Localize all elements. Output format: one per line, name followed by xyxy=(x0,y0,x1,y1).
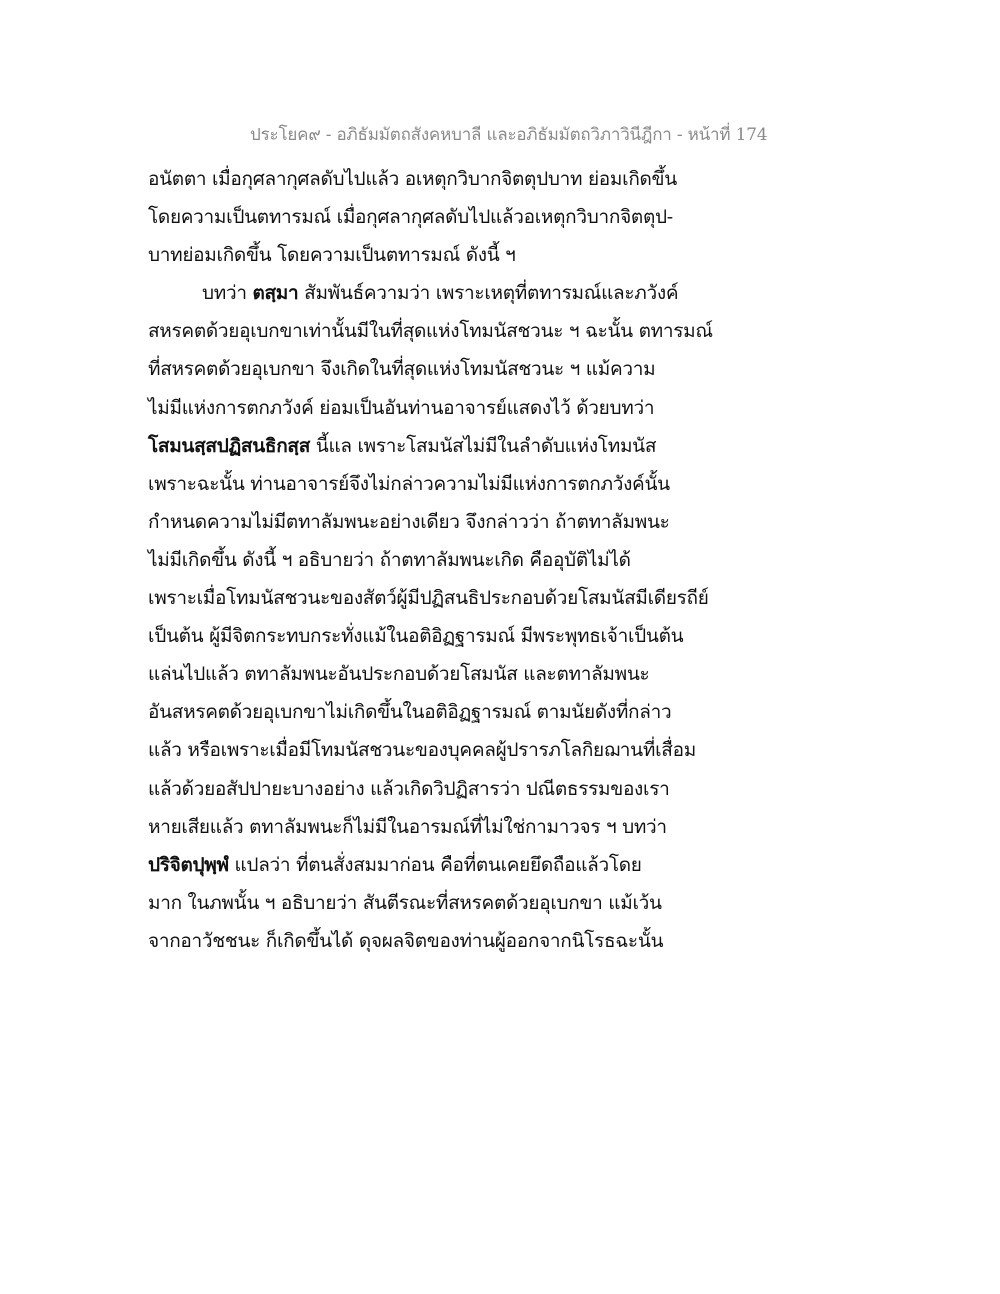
text-line xyxy=(148,274,748,312)
text-segment: สหรคตด้วยอุเบกขาเท่านั้นมีในที่สุดแห่งโทมนัสชวนะ ฯ ฉะนั้น ตทารมณ์ xyxy=(148,320,713,343)
text-segment: จากอาวัชชนะ ก็เกิดขึ้นได้ ดุจผลจิตของท่านผู้ออกจากนิโรธฉะนั้น xyxy=(148,929,664,952)
bold-term: ตสฺมา xyxy=(252,282,299,305)
text-segment: แล่นไปแล้ว ตทาลัมพนะอันประกอบด้วยโสมนัส และตทาลัมพนะ xyxy=(148,663,650,686)
text-line xyxy=(148,236,748,274)
text-line xyxy=(148,846,748,884)
text-segment: ไม่มีแห่งการตกภวังค์ ย่อมเป็นอันท่านอาจารย์แสดงไว้ ด้วยบทว่า xyxy=(148,396,655,419)
text-line xyxy=(148,312,748,350)
text-line xyxy=(148,350,748,388)
text-line xyxy=(148,617,748,655)
text-segment: บทว่า xyxy=(202,282,253,305)
text-segment: เพราะฉะนั้น ท่านอาจารย์จึงไม่กล่าวความไม่มีแห่งการตกภวังค์นั้น xyxy=(148,472,670,495)
text-segment: เป็นต้น ผู้มีจิตกระทบกระทั่งแม้ในอติอิฏฐารมณ์ มีพระพุทธเจ้าเป็นต้น xyxy=(148,625,684,648)
text-line xyxy=(148,541,748,579)
text-line xyxy=(148,693,748,731)
text-line xyxy=(148,465,748,503)
text-segment: บาทย่อมเกิดขึ้น โดยความเป็นตทารมณ์ ดังนี้ ฯ xyxy=(148,244,516,267)
text-segment: หายเสียแล้ว ตทาลัมพนะก็ไม่มีในอารมณ์ที่ไม่ใช่กามาวจร ฯ บทว่า xyxy=(148,815,667,838)
text-line xyxy=(148,198,748,236)
text-segment: ที่สหรคตด้วยอุเบกขา จึงเกิดในที่สุดแห่งโทมนัสชวนะ ฯ แม้ความ xyxy=(148,358,656,381)
text-segment: แปลว่า ที่ตนสั่งสมมาก่อน คือที่ตนเคยยึดถือแล้วโดย xyxy=(228,853,642,876)
text-line xyxy=(148,427,748,465)
text-line xyxy=(148,731,748,769)
bold-term: ปริจิตปุพฺพํ xyxy=(148,853,229,876)
text-line xyxy=(148,160,748,198)
text-segment: สัมพันธ์ความว่า เพราะเหตุที่ตทารมณ์และภวังค์ xyxy=(298,282,679,305)
text-segment: อนัตตา เมื่อกุศลากุศลดับไปแล้ว อเหตุกวิบากจิตตุปบาท ย่อมเกิดขึ้น xyxy=(148,168,677,190)
text-segment: อันสหรคตด้วยอุเบกขาไม่เกิดขึ้นในอติอิฏฐารมณ์ ตามนัยดังที่กล่าว xyxy=(148,701,672,724)
page-header: ประโยค๙ - อภิธัมมัตถสังคหบาลี และอภิธัมมัตถวิภาวินีฎีกา - หน้าที่ 174 xyxy=(250,125,768,145)
text-line xyxy=(148,770,748,808)
text-line xyxy=(148,389,748,427)
text-segment: เพราะเมื่อโทมนัสชวนะของสัตว์ผู้มีปฏิสนธิประกอบด้วยโสมนัสมีเดียรถีย์ xyxy=(148,587,709,610)
text-segment: โดยความเป็นตทารมณ์ เมื่อกุศลากุศลดับไปแล้วอเหตุกวิบากจิตตุป- xyxy=(148,206,673,229)
text-segment: แล้วด้วยอสัปปายะบางอย่าง แล้วเกิดวิปฏิสารว่า ปณีตธรรมของเรา xyxy=(148,777,670,800)
text-segment: กำหนดความไม่มีตทาลัมพนะอย่างเดียว จึงกล่าวว่า ถ้าตทาลัมพนะ xyxy=(148,510,670,533)
text-line xyxy=(148,808,748,846)
text-segment: ไม่มีเกิดขึ้น ดังนี้ ฯ อธิบายว่า ถ้าตทาลัมพนะเกิด คืออุบัติไม่ได้ xyxy=(148,548,631,571)
text-line xyxy=(148,655,748,693)
text-segment: นี้แล เพราะโสมนัสไม่มีในลำดับแห่งโทมนัส xyxy=(310,434,657,457)
body-text xyxy=(148,160,748,960)
bold-term: โสมนสฺสปฏิสนธิกสฺส xyxy=(148,434,311,457)
text-segment: มาก ในภพนั้น ฯ อธิบายว่า สันตีรณะที่สหรคตด้วยอุเบกขา แม้เว้น xyxy=(148,891,662,914)
text-line xyxy=(148,579,748,617)
text-segment: แล้ว หรือเพราะเมื่อมีโทมนัสชวนะของบุคคลผู้ปรารภโลกิยฌานที่เสื่อม xyxy=(148,739,696,762)
text-line xyxy=(148,503,748,541)
text-line xyxy=(148,884,748,922)
text-line xyxy=(148,922,748,960)
